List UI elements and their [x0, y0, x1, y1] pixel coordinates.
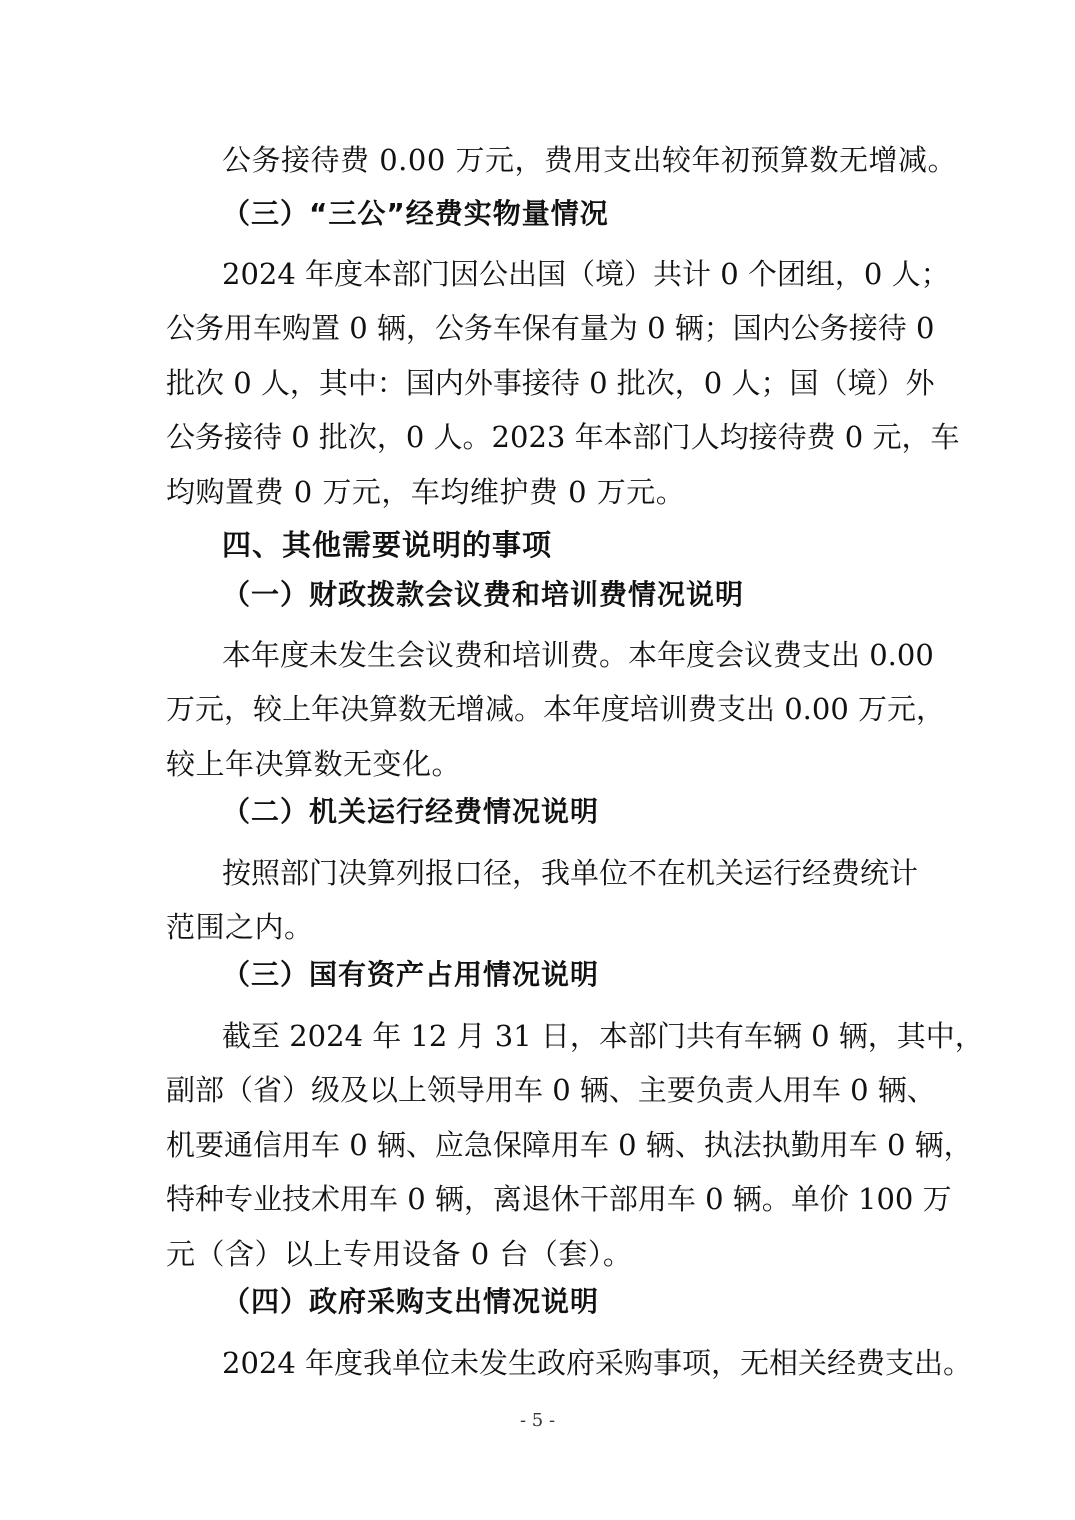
paragraph-line: 公务接待 0 批次，0 人。2023 年本部门人均接待费 0 元，车	[166, 420, 960, 454]
section-heading-three-public-physical: （三）“三公”经费实物量情况	[222, 197, 609, 230]
section-heading-meeting-training: （一）财政拨款会议费和培训费情况说明	[222, 578, 745, 611]
page-number: - 5 -	[519, 1410, 556, 1431]
section-heading-government-procurement: （四）政府采购支出情况说明	[222, 1285, 600, 1318]
paragraph-line: 较上年决算数无变化。	[166, 747, 462, 781]
paragraph-line: 2024 年度本部门因公出国（境）共计 0 个团组，0 人；	[222, 257, 950, 291]
paragraph-line: 万元，较上年决算数无增减。本年度培训费支出 0.00 万元，	[166, 692, 946, 726]
paragraph-line: 按照部门决算列报口径，我单位不在机关运行经费统计	[222, 856, 919, 890]
paragraph-line: 公务用车购置 0 辆，公务车保有量为 0 辆；国内公务接待 0	[166, 311, 935, 345]
chapter-heading-other-matters: 四、其他需要说明的事项	[222, 528, 553, 562]
paragraph-line: 机要通信用车 0 辆、应急保障用车 0 辆、执法执勤用车 0 辆，	[166, 1128, 973, 1162]
section-heading-state-assets: （三）国有资产占用情况说明	[222, 958, 600, 991]
paragraph-line: 范围之内。	[166, 910, 314, 944]
paragraph-line-reception-fee: 公务接待费 0.00 万元，费用支出较年初预算数无增减。	[222, 143, 958, 177]
paragraph-line: 本年度未发生会议费和培训费。本年度会议费支出 0.00	[222, 638, 934, 672]
paragraph-line: 2024 年度我单位未发生政府采购事项，无相关经费支出。	[222, 1346, 973, 1380]
paragraph-line: 副部（省）级及以上领导用车 0 辆、主要负责人用车 0 辆、	[166, 1073, 936, 1107]
paragraph-line: 批次 0 人，其中：国内外事接待 0 批次，0 人；国（境）外	[166, 366, 935, 400]
paragraph-line: 均购置费 0 万元，车均维护费 0 万元。	[166, 475, 686, 509]
paragraph-line: 截至 2024 年 12 月 31 日，本部门共有车辆 0 辆，其中，	[222, 1019, 984, 1053]
paragraph-line: 元（含）以上专用设备 0 台（套）。	[166, 1237, 633, 1271]
section-heading-operating-expenses: （二）机关运行经费情况说明	[222, 795, 600, 828]
paragraph-line: 特种专业技术用车 0 辆，离退休干部用车 0 辆。单价 100 万	[166, 1182, 952, 1216]
